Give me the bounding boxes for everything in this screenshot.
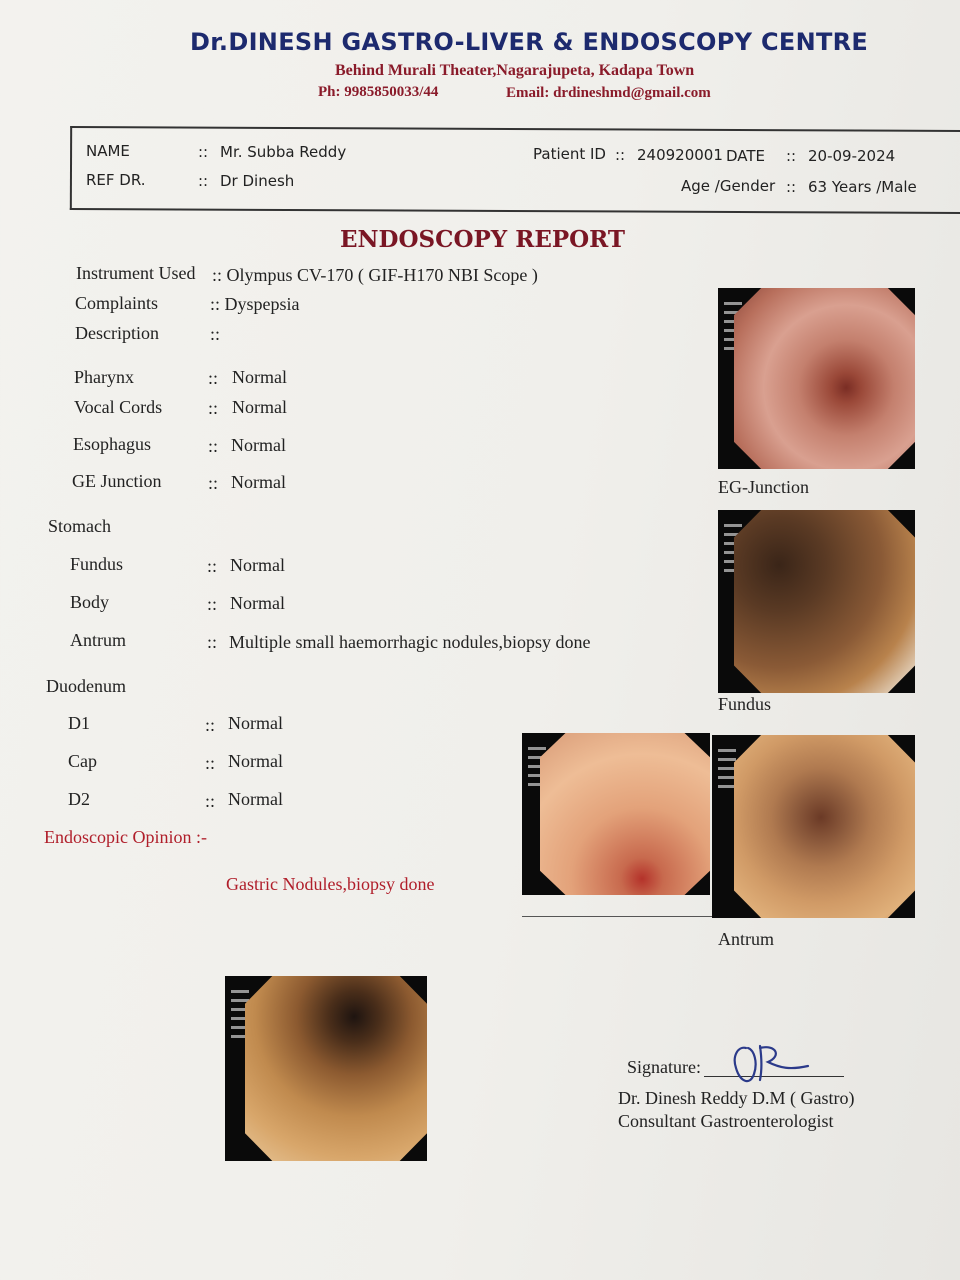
body-label: Body [70,592,110,612]
age-gender: 63 Years /Male [808,178,917,196]
eg-junction-image [718,288,915,469]
body-value: Normal [230,593,285,613]
name-separator: :: [198,143,209,161]
fundus-image [718,510,915,693]
scope-overlay-text [718,749,736,794]
clinic-phone: Ph: 9985850033/44 [318,84,439,100]
ref-separator: :: [198,172,209,190]
patient-info-box [70,126,960,214]
antrum-image-underline [522,916,712,917]
opinion-label: Endoscopic Opinion :- [44,827,207,847]
d2-separator: :: [205,791,216,811]
esophagus-value: Normal [231,435,286,455]
antrum-image-2 [712,735,915,918]
esophagus-label: Esophagus [73,434,151,454]
signature-mark [710,1040,820,1094]
doctor-designation: Consultant Gastroenterologist [618,1111,834,1131]
duodenum-image [225,976,427,1161]
antrum-value: Multiple small haemorrhagic nodules,biopsy done [229,632,591,652]
description-label: Description [75,323,159,343]
clinic-address: Behind Murali Theater,Nagarajupeta, Kadapa Town [335,62,695,79]
d2-value: Normal [228,789,283,809]
vocal-cords-label: Vocal Cords [74,397,163,417]
opinion-value: Gastric Nodules,biopsy done [226,874,435,894]
ge-junction-label: GE Junction [72,471,162,491]
fundus-caption: Fundus [718,694,772,714]
ge-junction-separator: :: [208,473,219,493]
pharynx-label: Pharynx [74,367,134,387]
fundus-label: Fundus [70,554,124,574]
patient-id: 240920001 [637,146,723,164]
ref-doctor: Dr Dinesh [220,172,295,190]
vocal-cords-value: Normal [232,397,287,417]
signature-label: Signature: [627,1057,701,1077]
report-title: ENDOSCOPY REPORT [340,226,626,253]
antrum-image-1 [522,733,710,895]
fundus-value: Normal [230,555,285,575]
body-separator: :: [207,594,218,614]
d1-separator: :: [205,715,216,735]
vocal-cords-separator: :: [208,398,219,418]
antrum-caption: Antrum [718,929,774,949]
eg-junction-caption: EG-Junction [718,477,809,497]
complaints-value: :: Dyspepsia [210,294,300,314]
cap-label: Cap [68,751,97,771]
date-separator: :: [786,147,797,165]
instrument-label: Instrument Used [76,263,196,283]
stomach-heading: Stomach [48,516,111,536]
clinic-email: Email: drdineshmd@gmail.com [506,85,711,101]
antrum-label: Antrum [70,630,126,650]
antrum-separator: :: [207,632,218,652]
d1-value: Normal [228,713,283,733]
pharynx-separator: :: [208,368,219,388]
doctor-name: Dr. Dinesh Reddy D.M ( Gastro) [618,1088,855,1108]
ref-label: REF DR. [86,171,146,189]
duodenum-heading: Duodenum [46,676,126,696]
instrument-value: :: Olympus CV-170 ( GIF-H170 NBI Scope ) [212,265,538,285]
d2-label: D2 [68,789,90,809]
cap-separator: :: [205,753,216,773]
name-label: NAME [86,142,130,160]
patient-id-label: Patient ID [533,145,606,163]
fundus-separator: :: [207,556,218,576]
ge-junction-value: Normal [231,472,286,492]
report-date: 20-09-2024 [808,147,896,165]
clinic-name: Dr.DINESH GASTRO-LIVER & ENDOSCOPY CENTRE [190,28,869,56]
d1-label: D1 [68,713,90,733]
cap-value: Normal [228,751,283,771]
esophagus-separator: :: [208,436,219,456]
complaints-label: Complaints [75,293,159,313]
pharynx-value: Normal [232,367,287,387]
description-value: :: [210,324,221,344]
patient-id-separator: :: [615,146,626,164]
date-label: DATE [726,147,766,165]
age-gender-label: Age /Gender [681,177,776,195]
patient-name: Mr. Subba Reddy [220,143,347,161]
age-gender-separator: :: [786,178,797,196]
